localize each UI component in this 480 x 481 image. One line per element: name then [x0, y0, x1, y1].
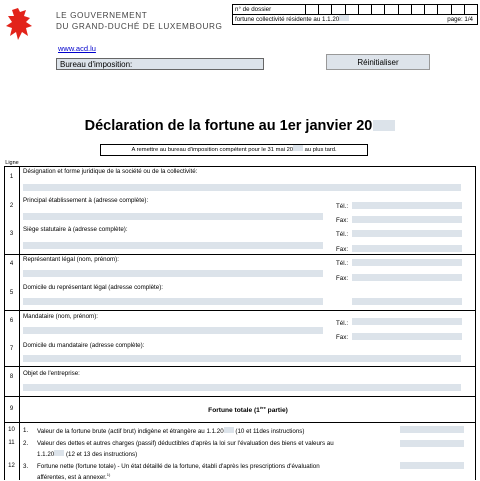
dettes-label: Valeur des dettes et autres charges (passif) déductibles d'après la loi sur l'évaluation des biens et valeurs au 1.1.20 (12 et 13 des instructions) [37, 440, 334, 458]
domicile-representant-extra-field[interactable] [352, 298, 462, 305]
luxembourg-lion-logo [4, 6, 38, 44]
line-number: 6 [9, 318, 14, 324]
acd-website-link[interactable]: www.acd.lu [58, 44, 96, 53]
representant-field[interactable] [23, 270, 323, 277]
item-index: 1. [23, 427, 29, 434]
dossier-label: n° de dossier [235, 6, 272, 13]
fax-field[interactable] [352, 274, 462, 281]
line-number: 1 [9, 174, 14, 180]
line-number-divider [19, 166, 20, 480]
fortune-nette-value[interactable] [400, 462, 464, 469]
page-title: Déclaration de la fortune au 1er janvier 20 [0, 118, 480, 134]
fax-label: Fax: [336, 246, 349, 253]
year-field[interactable] [339, 15, 349, 21]
dettes-value[interactable] [400, 440, 464, 447]
tel-label: Tél.: [336, 203, 349, 210]
siege-statutaire-label: Siège statutaire à (adresse complète): [23, 226, 128, 233]
objet-entreprise-field[interactable] [23, 384, 461, 391]
line-number: 8 [9, 374, 14, 380]
mandataire-label: Mandataire (nom, prénom): [23, 313, 98, 320]
bureau-imposition-field[interactable]: Bureau d'imposition: [56, 58, 264, 70]
row-separator [4, 396, 476, 397]
fax-field[interactable] [352, 216, 462, 223]
year-field[interactable] [54, 450, 64, 456]
tel-field[interactable] [352, 202, 462, 209]
representant-label: Représentant légal (nom, prénom): [23, 256, 119, 263]
domicile-mandataire-label: Domicile du mandataire (adresse complète): [23, 342, 145, 349]
principal-etablissement-label: Principal établissement à (adresse complète): [23, 197, 149, 204]
designation-label: Désignation et forme juridique de la société ou de la collectivité: [23, 168, 198, 175]
row-separator [4, 254, 476, 255]
line-number: 12 [8, 463, 15, 469]
line-number: 7 [9, 346, 14, 352]
line-number: 10 [8, 427, 15, 433]
year-field[interactable] [224, 427, 234, 433]
fortune-totale-heading: Fortune totale (1ère partie) [208, 405, 288, 415]
tel-label: Tél.: [336, 260, 349, 267]
tel-field[interactable] [352, 230, 462, 237]
row-separator [4, 422, 476, 423]
reset-button[interactable]: Réinitialiser [326, 54, 430, 70]
tel-field[interactable] [352, 318, 462, 325]
siege-statutaire-field[interactable] [23, 242, 323, 249]
dossier-number-cells[interactable] [305, 5, 477, 14]
domicile-mandataire-field[interactable] [23, 355, 461, 362]
form-reference: fortune collectivité résidente au 1.1.20 [233, 15, 349, 24]
line-number: 9 [9, 406, 14, 412]
row-separator [4, 310, 476, 311]
line-number: 4 [9, 261, 14, 267]
fax-field[interactable] [352, 245, 462, 252]
item-index: 3. [23, 463, 29, 470]
notice-year-field[interactable] [293, 145, 303, 151]
tel-field[interactable] [352, 259, 462, 266]
page-number: page: 1/4 [447, 16, 473, 23]
mandataire-field[interactable] [23, 327, 323, 334]
line-number: 3 [9, 231, 14, 237]
tel-label: Tél.: [336, 320, 349, 327]
item-index: 2. [23, 440, 29, 447]
principal-etablissement-field[interactable] [23, 213, 323, 220]
dossier-header-box [232, 4, 478, 25]
line-number: 11 [8, 440, 15, 446]
government-name: LE GOUVERNEMENT DU GRAND-DUCHÉ DE LUXEMBOURG [56, 11, 223, 31]
ligne-header: Ligne [5, 160, 19, 166]
designation-field[interactable] [23, 184, 461, 191]
fortune-brute-value[interactable] [400, 426, 464, 433]
submission-notice: A remettre au bureau d'imposition compétent pour le 31 mai 20 au plus tard. [100, 144, 368, 156]
objet-entreprise-label: Objet de l'entreprise: [23, 370, 80, 377]
fax-label: Fax: [336, 275, 349, 282]
fax-label: Fax: [336, 217, 349, 224]
tel-label: Tél.: [336, 231, 349, 238]
fax-field[interactable] [352, 333, 462, 340]
fax-label: Fax: [336, 334, 349, 341]
title-year-field[interactable] [373, 120, 395, 131]
domicile-representant-field[interactable] [23, 298, 323, 305]
row-separator [4, 366, 476, 367]
line-number: 5 [9, 290, 14, 296]
fortune-nette-label: Fortune nette (fortune totale) - Un état détaillé de la fortune, établi d'après les prescriptions d'évaluation afférentes, est à annexer.$^{1)}$ [37, 463, 320, 481]
domicile-representant-label: Domicile du représentant légal (adresse complète): [23, 284, 163, 291]
fortune-brute-label: Valeur de la fortune brute (actif brut) indigène et étrangère au 1.1.20 (10 et 11des instructions) [37, 428, 305, 435]
line-number: 2 [9, 203, 14, 209]
